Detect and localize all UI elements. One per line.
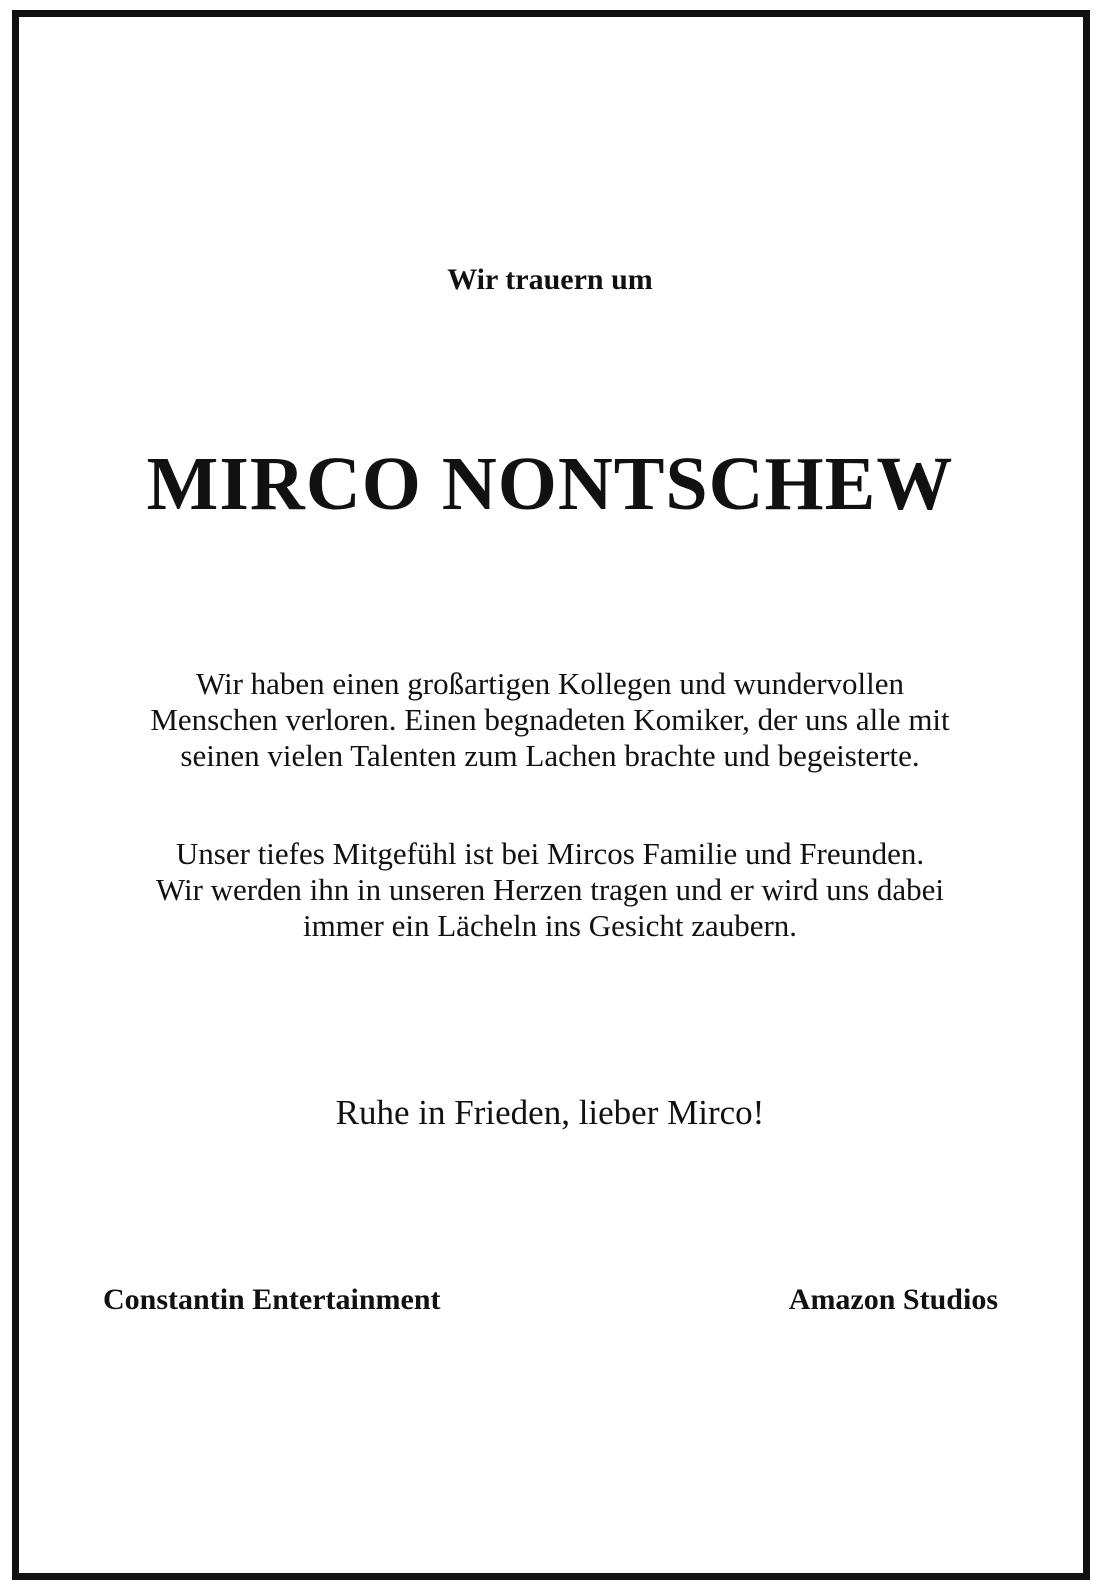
farewell-line: Ruhe in Frieden, lieber Mirco! [335,1093,765,1132]
condolence-line-2: Wir werden ihn in unseren Herzen tragen und er wird uns dabei [155,872,945,907]
tribute-line-1: Wir haben einen großartigen Kollegen und wundervollen [195,666,905,701]
tribute-line-2: Menschen verloren. Einen begnadeten Komiker, der uns alle mit [150,702,950,737]
tribute-paragraph [0,666,1100,774]
tribute-line-3: seinen vielen Talenten zum Lachen brachte und begeisterte. [180,738,920,773]
condolence-line-3: immer ein Lächeln ins Gesicht zaubern. [302,908,798,943]
intro-heading: Wir trauern um [447,263,653,296]
condolence-paragraph [0,836,1100,944]
notice-border [12,10,1090,1580]
signer-constantin: Constantin Entertainment [103,1283,441,1316]
condolence-line-1: Unser tiefes Mitgefühl ist bei Mircos Familie und Freunden. [175,836,925,871]
deceased-name: MIRCO NONTSCHEW [146,442,954,526]
signer-amazon: Amazon Studios [788,1283,998,1316]
